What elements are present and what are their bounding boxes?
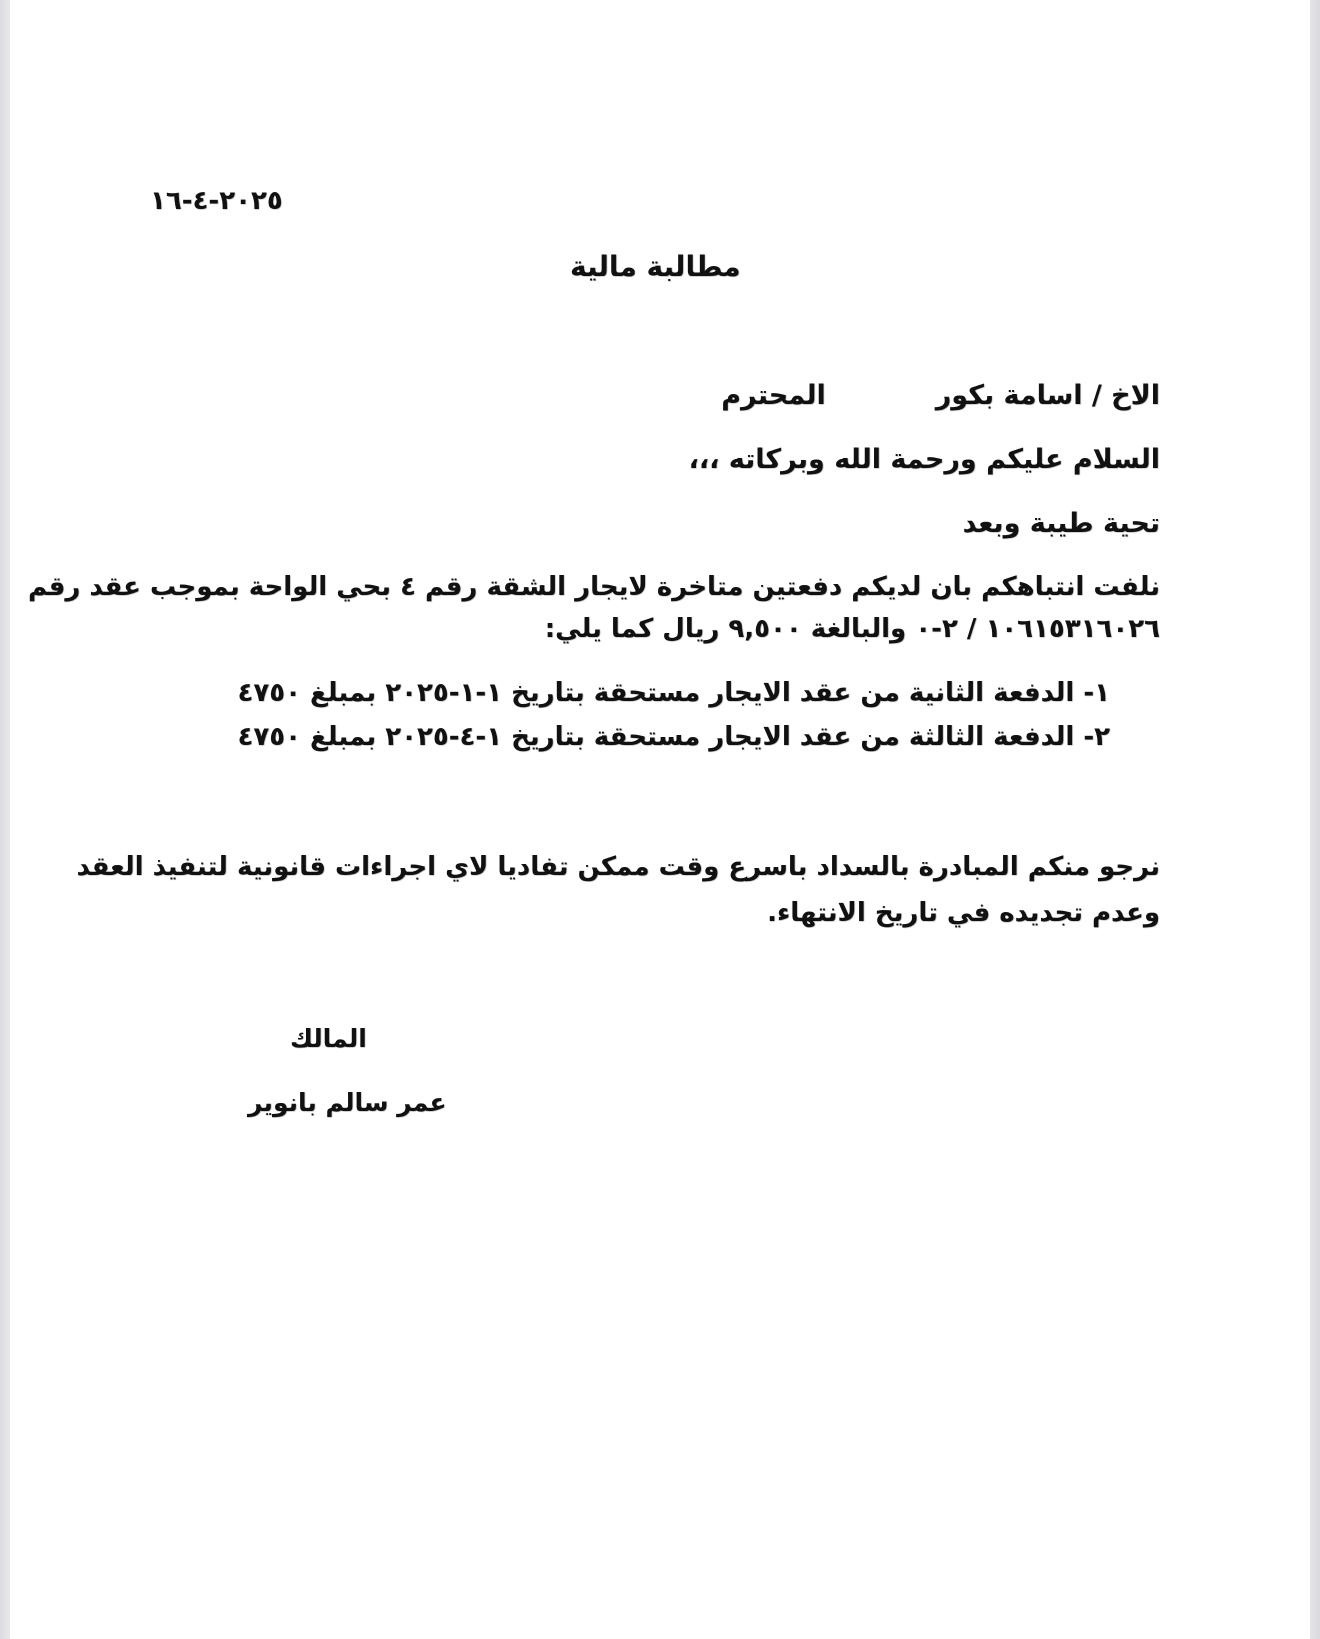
closing-line-2: وعدم تجديده في تاريخ الانتهاء. (767, 898, 1160, 928)
signature-role: المالك (290, 1024, 367, 1053)
addressee-line (721, 380, 1160, 411)
addressee-honorific: المحترم (721, 380, 826, 411)
addressee-name: الاخ / اسامة بكور (935, 380, 1160, 411)
letter-title: مطالبة مالية (570, 250, 741, 283)
greeting: تحية طيبة وبعد (962, 508, 1160, 539)
payment-item: ٢- الدفعة الثالثة من عقد الايجار مستحقة بتاريخ ١-٤-٢٠٢٥ بمبلغ ٤٧٥٠ (237, 722, 1110, 752)
closing-line-1: نرجو منكم المبادرة بالسداد باسرع وقت ممكن تفاديا لاي اجراءات قانونية لتنفيذ العقد (76, 852, 1160, 882)
payment-item: ١- الدفعة الثانية من عقد الايجار مستحقة بتاريخ ١-١-٢٠٢٥ بمبلغ ٤٧٥٠ (237, 678, 1110, 708)
page-edge-left (0, 0, 10, 1639)
salutation: السلام عليكم ورحمة الله وبركاته ،،، (688, 444, 1160, 475)
body-line-2: ١٠٦١٥٣١٦٠٢٦ / ٢-٠ والبالغة ٩,٥٠٠ ريال كما يلي: (544, 614, 1160, 644)
signature-name: عمر سالم بانوير (248, 1088, 447, 1117)
page-edge-right (1310, 0, 1320, 1639)
body-line-1: نلفت انتباهكم بان لديكم دفعتين متاخرة لايجار الشقة رقم ٤ بحي الواحة بموجب عقد رقم (27, 572, 1160, 602)
letter-date: ٢٠٢٥-٤-١٦ (150, 186, 283, 216)
